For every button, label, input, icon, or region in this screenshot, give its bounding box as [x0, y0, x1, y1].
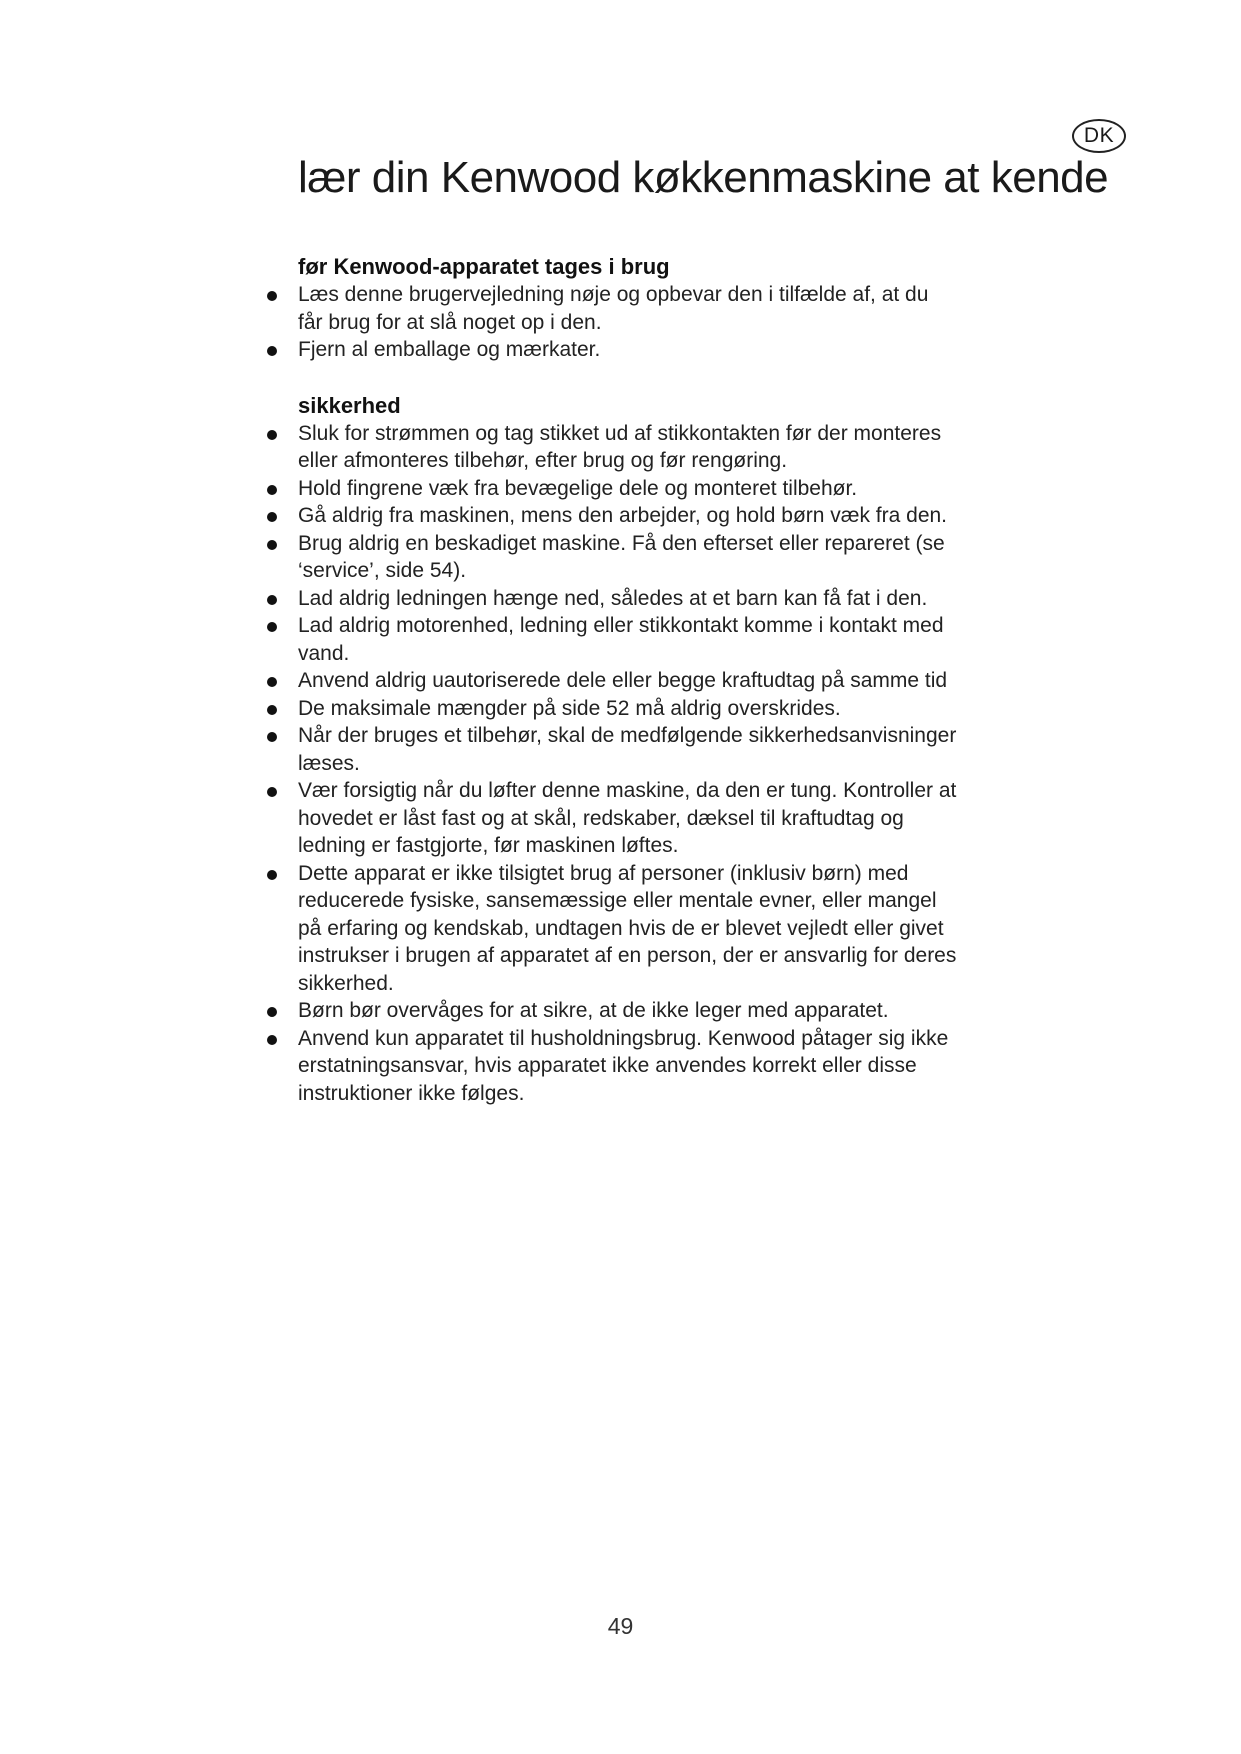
- country-badge: DK: [1072, 119, 1126, 153]
- list-item-text: Gå aldrig fra maskinen, mens den arbejder, og hold børn væk fra den.: [298, 504, 948, 527]
- list-item-text: Børn bør overvåges for at sikre, at de ikke leger med apparatet.: [298, 999, 889, 1022]
- list-item-text: De maksimale mængder på side 52 må aldrig overskrides.: [298, 696, 841, 720]
- list-item: [298, 997, 958, 1025]
- list-item-text: Dette apparat er ikke tilsigtet brug af personer (inklusiv børn) med reducerede fysiske, sansemæssige eller mentale evner, eller mangel på erfaring og kendskab, undtagen hvis de er blevet vejledt eller givet instrukser i brugen af apparatet af en person, der er ansvarlig for deres sikkerhed.: [298, 861, 957, 995]
- page-number: 49: [607, 1613, 634, 1639]
- section-heading: sikkerhed: [298, 392, 401, 418]
- list-item-text: Fjern al emballage og mærkater.: [298, 338, 601, 361]
- bullet-icon: [267, 622, 277, 632]
- bullet-icon: [267, 430, 277, 440]
- list-item: [298, 475, 958, 503]
- bullet-icon: [267, 485, 277, 495]
- list-item: [298, 585, 958, 613]
- list-item-text: Lad aldrig motorenhed, ledning eller stikkontakt komme i kontakt med vand.: [298, 614, 944, 665]
- bullet-icon: [267, 677, 277, 687]
- bullet-icon: [267, 732, 277, 742]
- list-item-text: Anvend aldrig uautoriserede dele eller begge kraftudtag på samme tid: [298, 669, 948, 692]
- bullet-icon: [267, 595, 277, 605]
- list-item: [298, 695, 958, 723]
- bullet-list: [298, 420, 958, 1108]
- list-item: [298, 612, 958, 667]
- bullet-icon: [267, 291, 277, 301]
- list-item-text: Når der bruges et tilbehør, skal de medfølgende sikkerhedsanvisninger læses.: [298, 724, 957, 775]
- list-item-text: Læs denne brugervejledning nøje og opbevar den i tilfælde af, at du får brug for at slå noget op i den.: [298, 283, 929, 334]
- bullet-icon: [267, 1035, 277, 1045]
- section-heading: før Kenwood-apparatet tages i brug: [298, 254, 670, 279]
- list-item: [298, 502, 958, 530]
- list-item-text: Anvend kun apparatet til husholdningsbrug. Kenwood påtager sig ikke erstatningsansvar, hvis apparatet ikke anvendes korrekt eller disse instruktioner ikke følges.: [298, 1026, 949, 1105]
- list-item-text: Vær forsigtig når du løfter denne maskine, da den er tung. Kontroller at hovedet er låst fast og at skål, redskaber, dæksel til kraftudtag og ledning er fastgjorte, før maskinen løftes.: [298, 779, 957, 857]
- section-before-use: [298, 253, 958, 364]
- list-item-text: Lad aldrig ledningen hænge ned, således at et barn kan få fat i den.: [298, 586, 928, 610]
- bullet-icon: [267, 540, 277, 550]
- list-item-text: Sluk for strømmen og tag stikket ud af stikkontakten før der monteres eller afmonteres tilbehør, efter brug og før rengøring.: [298, 421, 942, 472]
- list-item-text: Hold fingrene væk fra bevægelige dele og monteret tilbehør.: [298, 476, 858, 500]
- list-item: [298, 667, 958, 695]
- bullet-icon: [267, 870, 277, 880]
- list-item: [298, 1025, 958, 1108]
- bullet-icon: [267, 512, 277, 522]
- bullet-icon: [267, 705, 277, 715]
- list-item: [298, 722, 958, 777]
- section-safety: [298, 392, 958, 1108]
- list-item-text: Brug aldrig en beskadiget maskine. Få den efterset eller repareret (se ‘service’, side 54).: [298, 531, 945, 582]
- bullet-list: [298, 281, 958, 364]
- list-item: [298, 530, 958, 585]
- list-item: [298, 281, 958, 336]
- bullet-icon: [267, 346, 277, 356]
- bullet-icon: [267, 1007, 277, 1017]
- list-item: [298, 336, 958, 364]
- page-title: lær din Kenwood køkkenmaskine at kende: [298, 153, 1109, 202]
- list-item: [298, 777, 958, 860]
- list-item: [298, 420, 958, 475]
- list-item: [298, 860, 958, 998]
- bullet-icon: [267, 787, 277, 797]
- content: [298, 253, 958, 1107]
